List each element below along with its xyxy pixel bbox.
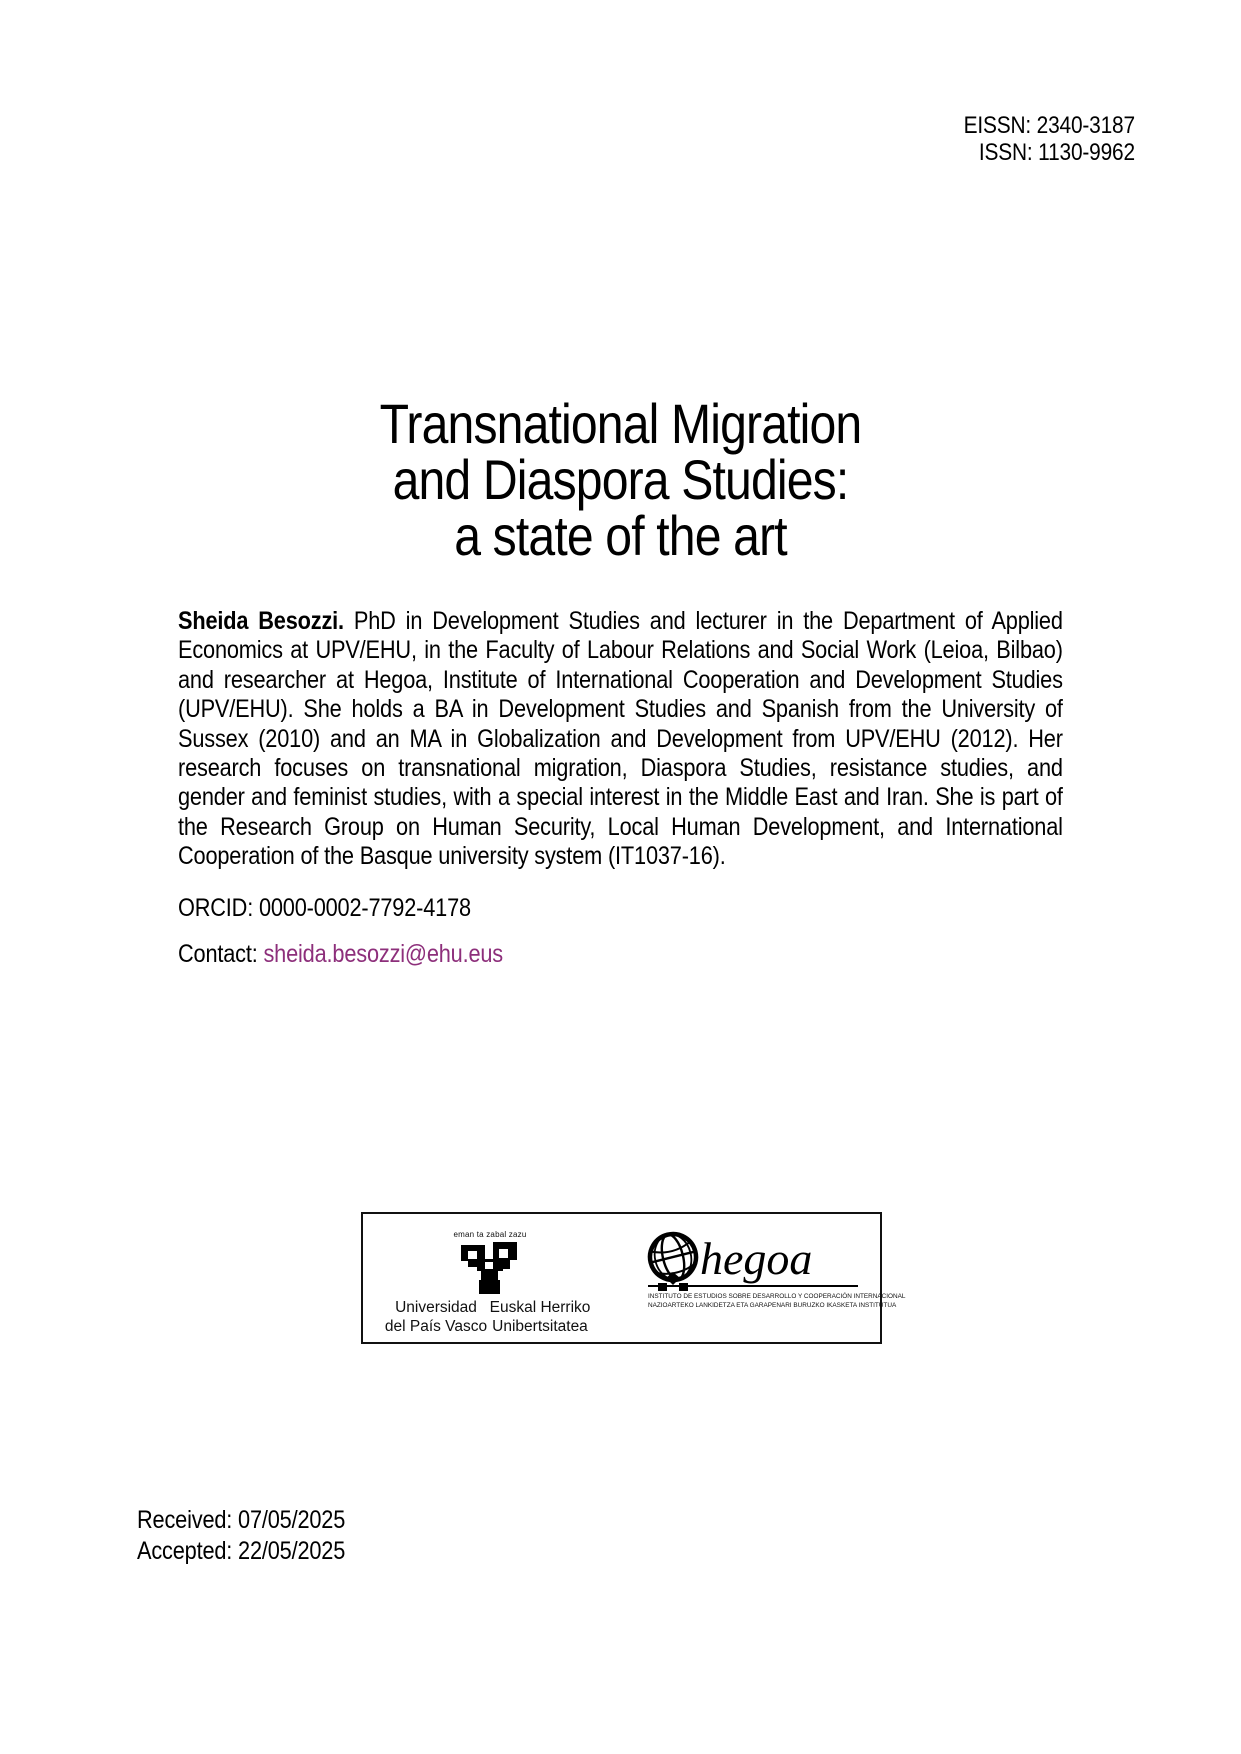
upv-name-eu-line2: Unibertsitatea [492,1318,588,1335]
hegoa-subtitle [648,1292,906,1310]
eissn-line: EISSN: 2340-3187 [963,112,1135,139]
hegoa-wordmark: hegoa [700,1233,813,1284]
upv-ehu-tree-logo-icon [455,1242,523,1294]
contact-line [178,940,503,969]
author-bio [178,607,1063,872]
dates-block [137,1505,345,1566]
hegoa-underline-rule [648,1285,858,1287]
upv-motto-text: eman ta zabal zazu [453,1230,527,1239]
title-line-2: and Diaspora Studies: [392,447,849,511]
hegoa-subtitle-line1: INSTITUTO DE ESTUDIOS SOBRE DESARROLLO Y COOPERACIÓN INTERNACIONAL [648,1293,906,1300]
accepted-date-line: Accepted: 22/05/2025 [137,1536,346,1565]
upv-name-es-line1: Universidad [395,1299,477,1316]
author-email-link[interactable]: sheida.besozzi@ehu.eus [263,940,504,968]
title-line-1: Transnational Migration [379,391,862,455]
received-date-line: Received: 07/05/2025 [137,1506,346,1534]
institution-logos-box [361,1212,906,1344]
issn-line: ISSN: 1130-9962 [978,139,1135,166]
title-line-3: a state of the art [454,503,787,567]
author-name: Sheida Besozzi. [178,607,344,635]
author-bio-text: PhD in Development Studies and lecturer in the Department of Applied Economics at UPV/EHU, in the Faculty of Labour Relations and Social Work (Leioa, Bilbao) and researcher at Hegoa, Institute of International Cooperation and Development Studies (UPV/EHU). She holds a BA in Development Studies and Spanish from the University of Sussex (2010) and an MA in Globalization and Development from UPV/EHU (2012). Her research focuses on transnational migration, Diaspora Studies, resistance studies, and gender and feminist studies, with a special interest in the Middle East and Iran. She is part of the Research Group on Human Security, Local Human Development, and International Cooperation of the Basque university system (IT1037-16). [178,607,1063,871]
contact-label: Contact: [178,940,264,968]
hegoa-subtitle-line2: NAZIOARTEKO LANKIDETZA ETA GARAPENARI BURUZKO IKASKETA INSTITUTUA [648,1302,897,1309]
article-title [240,391,1001,567]
upv-name-es-line2: del País Vasco [384,1318,488,1335]
orcid-line: ORCID: 0000-0002-7792-4178 [178,894,471,922]
upv-name-eu-line1: Euskal Herriko [489,1299,591,1316]
issn-block [964,112,1135,166]
upv-name-basque [473,1298,607,1336]
